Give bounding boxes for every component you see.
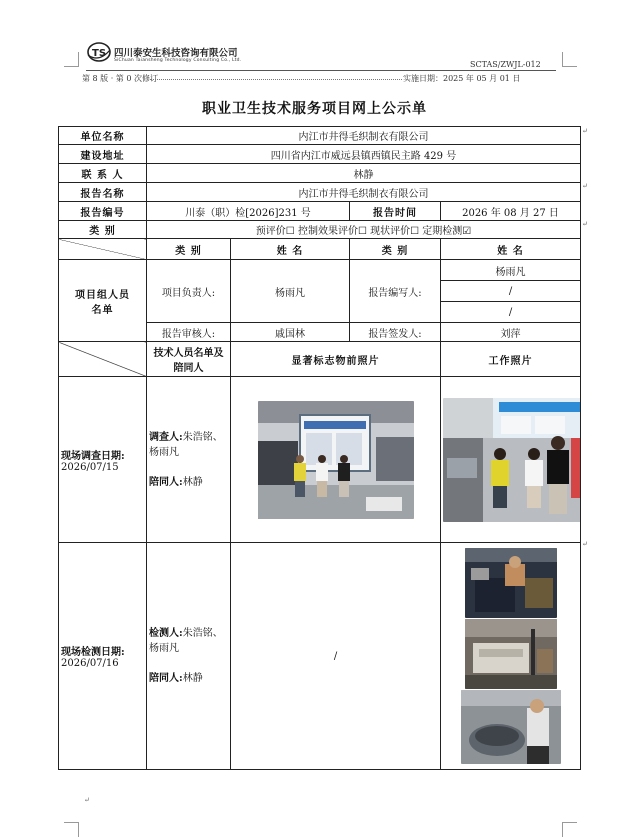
paragraph-mark: ↵ [582,220,588,228]
writer-value-2: / [441,281,581,302]
tester-value: 朱浩铭、杨雨凡 [149,628,223,654]
survey-date-value: 2026/07/15 [61,461,119,473]
test-work-photo-cell [441,543,581,770]
unit-value: 内江市井得毛织制衣有限公司 [147,127,581,145]
page-title: 职业卫生技术服务项目网上公示单 [202,101,427,117]
issuer-label: 报告签发人: [350,323,441,342]
crop-mark-bottom-left [64,822,79,837]
survey-work-photo-cell [441,377,581,543]
reviewer-label: 报告审核人: [147,323,231,342]
tester-label: 检测人: [149,628,183,639]
report-no-value: 川泰（职）检[2026]231 号 [147,202,350,221]
row-report-name [59,183,581,202]
staff-col-type-2: 类 别 [350,239,441,260]
test-work-photo-3 [461,690,561,764]
test-landmark-cell: / [231,543,441,770]
row-survey [59,377,581,543]
leader-value: 杨雨凡 [231,260,350,323]
test-escort-label: 陪同人: [149,673,183,684]
dotted-leader [150,79,402,80]
test-escort-value: 林静 [182,673,203,684]
effective-date: 实施日期：2025 年 05 月 01 日 [403,74,521,83]
survey-work-photo [443,398,581,522]
document-code: SCTAS/ZWJL-012 [470,60,541,69]
writer-value-3: / [441,302,581,323]
paragraph-mark: ↵ [582,182,588,190]
paragraph-mark: ↵ [84,796,90,804]
survey-escort-value: 林静 [182,476,203,488]
diagonal-cell-2 [59,342,147,377]
survey-staff-cell [147,377,231,543]
contact-label: 联 系 人 [59,164,147,183]
test-staff-cell [147,543,231,770]
category-label: 类 别 [59,221,147,239]
survey-escort-label: 陪同人: [149,476,183,488]
report-name-value: 内江市井得毛织制衣有限公司 [147,183,581,202]
company-logo [86,41,112,67]
diagonal-cell [59,239,147,260]
col-landmark-photo: 显著标志物前照片 [231,342,441,377]
test-date-value: 2026/07/16 [61,658,119,669]
test-date-label: 现场检测日期: [61,647,125,658]
row-category [59,221,581,239]
row-contact [59,164,581,183]
row-staff-1 [59,260,581,281]
survey-date-label: 现场调查日期: [61,450,125,462]
paragraph-mark: ↵ [582,127,588,135]
row-address [59,145,581,164]
row-report-no [59,202,581,221]
svg-text:TS: TS [92,48,107,59]
row-staff-header [59,239,581,260]
test-work-photo-2 [465,619,557,689]
crop-mark-top-right [562,52,577,67]
survey-landmark-photo-cell [231,377,441,543]
col-tech-staff: 技术人员名单及陪同人 [147,342,231,377]
investigator-value: 朱浩铭、杨雨凡 [149,431,223,458]
report-name-label: 报告名称 [59,183,147,202]
survey-date-cell [59,377,147,543]
survey-landmark-photo [258,401,414,519]
info-table [58,126,581,770]
contact-value: 林静 [147,164,581,183]
category-value: 预评价☐ 控制效果评价☐ 现状评价☐ 定期检测☑ [147,221,581,239]
issuer-value: 刘萍 [441,323,581,342]
writer-label: 报告编写人: [350,260,441,323]
group-label: 项目组人员名单 [59,260,147,342]
staff-col-type: 类 别 [147,239,231,260]
row-photo-header [59,342,581,377]
staff-col-name: 姓 名 [231,239,350,260]
address-value: 四川省内江市威远县镇西镇民主路 429 号 [147,145,581,164]
col-work-photo: 工作照片 [441,342,581,377]
test-date-cell [59,543,147,770]
staff-col-name-2: 姓 名 [441,239,581,260]
leader-label: 项目负责人: [147,260,231,323]
report-time-value: 2026 年 08 月 27 日 [441,202,581,221]
test-work-photo-1 [465,548,557,618]
reviewer-value: 戚国林 [231,323,350,342]
edition-text: 第 8 版 · 第 0 次修订 [82,74,158,83]
row-unit [59,127,581,145]
report-time-label: 报告时间 [350,202,441,221]
company-name-en: SiChuan Taiansheng Technology Consulting Co., Ltd. [114,58,242,63]
paragraph-mark: ↵ [582,540,588,548]
investigator-label: 调查人: [149,431,183,443]
writer-value-1: 杨雨凡 [441,260,581,281]
report-no-label: 报告编号 [59,202,147,221]
row-testing [59,543,581,770]
unit-label: 单位名称 [59,127,147,145]
crop-mark-top-left [64,52,79,67]
address-label: 建设地址 [59,145,147,164]
crop-mark-bottom-right [562,822,577,837]
header-rule [86,70,556,71]
company-name-cn: 四川泰安生科技咨询有限公司 [114,48,238,59]
